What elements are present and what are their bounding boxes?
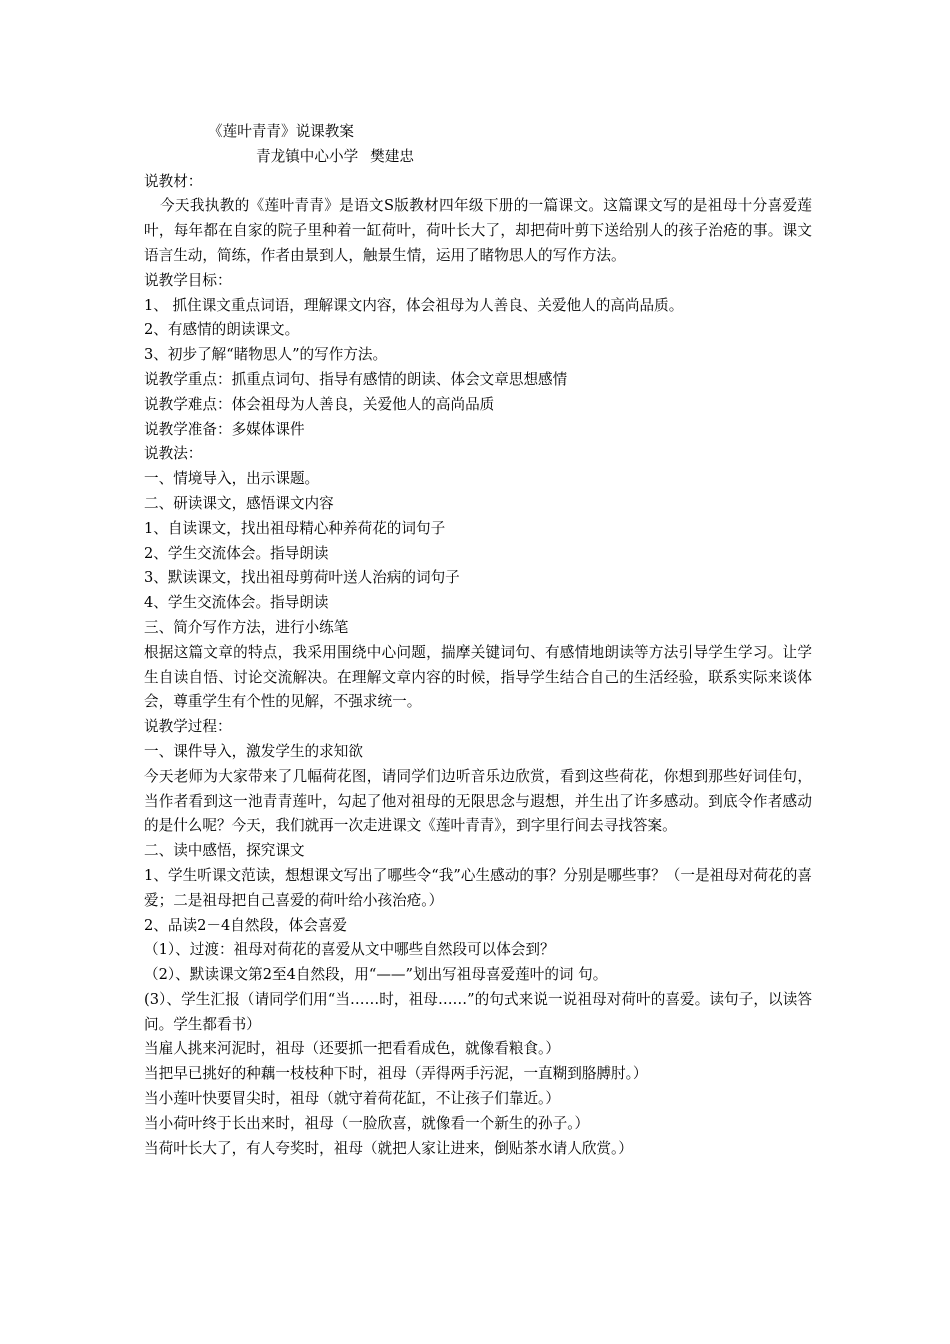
section-heading-process: 说教学过程： bbox=[144, 718, 232, 736]
goal-item: 1、 抓住课文重点词语，理解课文内容，体会祖母为人善良、关爱他人的高尚品质。 bbox=[144, 296, 684, 314]
grandmother-line: 当雇人挑来河泥时，祖母（还要抓一把看看成色，就像看粮食。） bbox=[144, 1040, 560, 1058]
paragraph-method: 根据这篇文章的特点，我采用围绕中心问题，揣摩关键词句、有感情地朗读等方法引导学生学习。让学生自读自悟、讨论交流解决。在理解文章内容的时候，指导学生结合自己的生活经验，联系实际来谈体会，尊重学生有个性的见解，不强求统一。 bbox=[144, 643, 812, 711]
goal-item: 2、有感情的朗读课文。 bbox=[144, 321, 300, 339]
method-subitem: 1、自读课文，找出祖母精心种养荷花的词句子 bbox=[144, 519, 446, 537]
paragraph-listen: 1、学生听课文范读，想想课文写出了哪些令“我”心生感动的事？分别是哪些事？（一是祖母对荷花的喜爱；二是祖母把自己喜爱的荷叶给小孩治疮。） bbox=[144, 866, 812, 909]
process-subitem: （1）、过渡：祖母对荷花的喜爱从文中哪些自然段可以体会到？ bbox=[144, 941, 555, 959]
method-item: 二、研读课文，感悟课文内容 bbox=[144, 494, 334, 512]
author-line bbox=[144, 145, 812, 170]
grandmother-line: 当小莲叶快要冒尖时，祖母（就守着荷花缸，不让孩子们靠近。） bbox=[144, 1090, 560, 1108]
process-subitem: （2）、默读课文第2至4自然段，用“——”划出写祖母喜爱莲叶的词 句。 bbox=[144, 966, 608, 984]
section-heading-textbook: 说教材： bbox=[144, 172, 203, 190]
preparation-line: 说教学准备：多媒体课件 bbox=[144, 420, 305, 438]
method-subitem: 3、默读课文，找出祖母剪荷叶送人治病的词句子 bbox=[144, 569, 460, 587]
method-subitem: 4、学生交流体会。指导朗读 bbox=[144, 594, 329, 612]
method-subitem: 2、学生交流体会。指导朗读 bbox=[144, 544, 329, 562]
process-item: 二、读中感悟，探究课文 bbox=[144, 842, 305, 860]
document-title: 《莲叶青青》说课教案 bbox=[208, 123, 354, 140]
method-item: 三、简介写作方法，进行小练笔 bbox=[144, 618, 349, 636]
goal-item: 3、初步了解“睹物思人”的写作方法。 bbox=[144, 346, 388, 364]
document-page bbox=[144, 120, 812, 1161]
paragraph-intro: 今天老师为大家带来了几幅荷花图，请同学们边听音乐边欣赏，看到这些荷花，你想到那些好词佳句，当作者看到这一池青青莲叶，勾起了他对祖母的无限思念与遐想，并生出了许多感动。到底令作者感动的是什么呢？今天，我们就再一次走进课文《莲叶青青》，到字里行间去寻找答案。 bbox=[144, 767, 812, 835]
grandmother-line: 当把早已挑好的种藕一枝枝种下时，祖母（弄得两手污泥，一直糊到胳膊肘。） bbox=[144, 1065, 648, 1083]
key-point-line: 说教学重点：抓重点词句、指导有感情的朗读、体会文章思想感情 bbox=[144, 370, 568, 388]
difficulty-line: 说教学难点：体会祖母为人善良，关爱他人的高尚品质 bbox=[144, 395, 495, 413]
author-name: 樊建忠 bbox=[370, 147, 414, 165]
process-item: 一、课件导入，激发学生的求知欲 bbox=[144, 742, 363, 760]
section-heading-method: 说教法： bbox=[144, 445, 203, 463]
grandmother-line: 当小荷叶终于长出来时，祖母（一脸欣喜，就像看一个新生的孙子。） bbox=[144, 1114, 590, 1132]
process-subitem: 2、品读2－4自然段，体会喜爱 bbox=[144, 916, 347, 934]
paragraph-report: (3）、学生汇报（请同学们用“当……时，祖母……”的句式来说一说祖母对荷叶的喜爱。读句子，以读答问。学生都看书） bbox=[144, 990, 812, 1033]
method-item: 一、情境导入，出示课题。 bbox=[144, 470, 320, 488]
school-name: 青龙镇中心小学 bbox=[256, 147, 359, 165]
grandmother-line: 当荷叶长大了，有人夸奖时，祖母（就把人家让进来，倒贴茶水请人欣赏。） bbox=[144, 1139, 633, 1157]
paragraph-textbook: 今天我执教的《莲叶青青》是语文S版教材四年级下册的一篇课文。这篇课文写的是祖母十分喜爱莲叶，每年都在自家的院子里种着一缸荷叶，荷叶长大了，却把荷叶剪下送给别人的孩子治疮的事。课文语言生动，简练，作者由景到人，触景生情，运用了睹物思人的写作方法。 bbox=[144, 197, 812, 264]
section-heading-goals: 说教学目标： bbox=[144, 271, 232, 289]
